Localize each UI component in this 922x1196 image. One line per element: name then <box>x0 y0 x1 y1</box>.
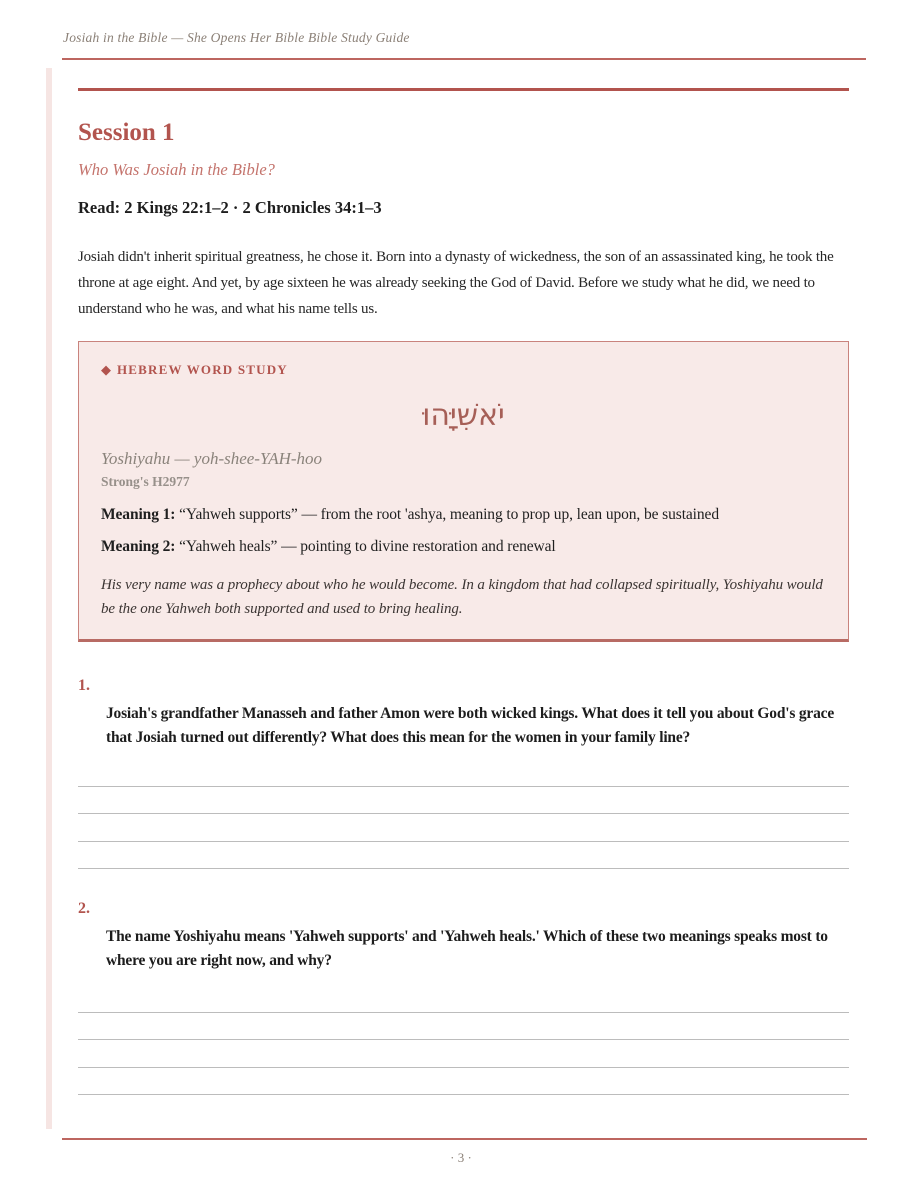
word-study-note: His very name was a prophecy about who he would become. In a kingdom that had collapsed spiritually, Yoshiyahu would be the one Yahweh both supported and used to bring healing. <box>101 577 823 617</box>
answer-line <box>78 1040 849 1068</box>
session-title: Session 1 <box>78 119 175 146</box>
answer-line <box>78 814 849 842</box>
question-1-answer-lines <box>78 759 849 869</box>
question-2 <box>78 899 849 1095</box>
question-2-text: The name Yoshiyahu means 'Yahweh supports' and 'Yahweh heals.' Which of these two meanings speaks most to where you are right now, and why? <box>106 928 828 969</box>
question-1 <box>78 676 849 869</box>
page-content <box>78 88 849 1125</box>
left-accent-bar <box>46 68 52 1129</box>
hebrew-word: יֹאשִׁיָּהוּ <box>422 398 505 433</box>
diamond-icon: ◆ <box>101 362 111 377</box>
page-number: · 3 · <box>450 1150 472 1165</box>
running-header: Josiah in the Bible — She Opens Her Bible Bible Study Guide <box>63 30 410 45</box>
header-rule <box>62 58 866 60</box>
meaning-2-label: Meaning 2: <box>101 538 176 555</box>
meaning-1-label: Meaning 1: <box>101 506 176 523</box>
answer-line <box>78 1013 849 1041</box>
answer-line <box>78 842 849 870</box>
question-2-answer-lines <box>78 985 849 1095</box>
strongs-reference: Strong's H2977 <box>101 474 190 489</box>
answer-line <box>78 985 849 1013</box>
footer-rule <box>62 1138 867 1140</box>
transliteration: Yoshiyahu — yoh-shee-YAH-hoo <box>101 449 323 468</box>
answer-line <box>78 1068 849 1096</box>
scripture-read-line: Read: 2 Kings 22:1–2 · 2 Chronicles 34:1–3 <box>78 198 382 217</box>
meaning-2 <box>101 537 826 557</box>
hebrew-word-study-box <box>78 341 849 642</box>
question-1-number: 1. <box>78 677 90 694</box>
intro-paragraph: Josiah didn't inherit spiritual greatness, he chose it. Born into a dynasty of wickedness, the son of an assassinated king, he took the throne at age eight. And yet, by age sixteen he was already seeking the God of David. Before we study what he did, we need to understand who he was, and what his name tells us. <box>78 249 834 317</box>
meaning-1 <box>101 505 826 525</box>
word-study-heading <box>101 362 826 378</box>
meaning-2-text: “Yahweh heals” — pointing to divine restoration and renewal <box>175 538 556 555</box>
question-1-text: Josiah's grandfather Manasseh and father Amon were both wicked kings. What does it tell you about God's grace that Josiah turned out differently? What does this mean for the women in your family line? <box>106 705 835 746</box>
answer-line <box>78 787 849 815</box>
answer-line <box>78 759 849 787</box>
session-subtitle: Who Was Josiah in the Bible? <box>78 160 275 179</box>
meaning-1-text: “Yahweh supports” — from the root 'ashya, meaning to prop up, lean upon, be sustained <box>175 506 719 523</box>
word-study-heading-label: HEBREW WORD STUDY <box>117 362 288 377</box>
section-top-rule <box>78 88 849 91</box>
question-2-number: 2. <box>78 900 90 917</box>
